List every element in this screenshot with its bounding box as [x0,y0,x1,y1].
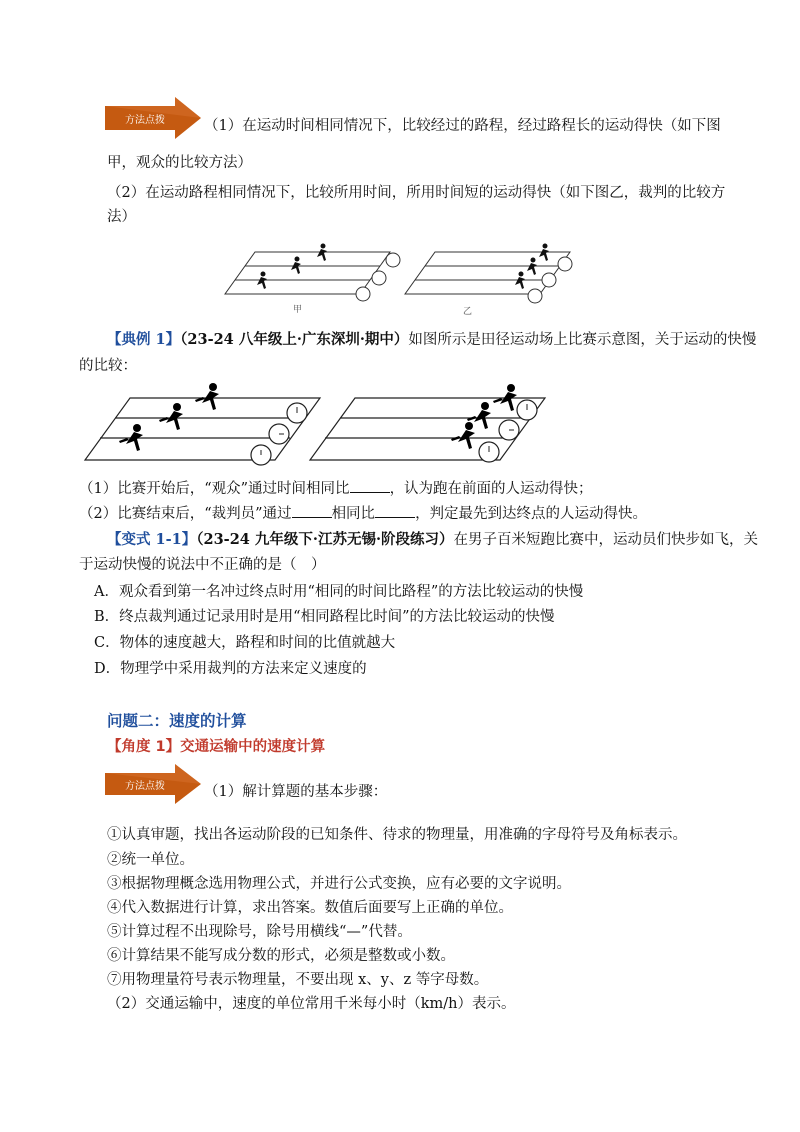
example1-tag: 【典例 1】 [107,331,181,348]
step-item: （2）交通运输中，速度的单位常用千米每小时（km/h）表示。 [107,996,516,1012]
example1-question2: （2）比赛结束后，“裁判员”通过 相同比 ，判定最先到达终点的人运动得快。 [79,503,647,524]
variant1-text2: 于运动快慢的说法中不正确的是（ ） [79,557,326,573]
step-item: ①认真审题，找出各运动阶段的已知条件、待求的物理量，用准确的字母符号及角标表示。 [107,827,687,843]
example1-text2: 的比较： [79,358,137,374]
example1-question1: （1）比赛开始后，“观众”通过时间相同比 ，认为跑在前面的人运动得快； [79,478,593,499]
variant1-source: （23-24 九年级下·江苏无锡·阶段练习） [196,531,454,548]
tips-line-1: （1）在运动时间相同情况下，比较经过的路程，经过路程长的运动得快（如下图 [204,118,721,134]
runner-icon [195,383,219,410]
variant1-text1: 在男子百米短跑比赛中，运动员们快步如飞，关 [453,532,759,548]
stopwatch-icon [386,253,400,267]
answer-blank[interactable] [375,503,415,518]
option-b[interactable]: B．终点裁判通过记录用时是用“相同路程比时间”的方法比较运动的快慢 [94,609,555,625]
tips-para2-line1: （2）在运动路程相同情况下，比较所用时间，所用时间短的运动得快（如下图乙，裁判的比较方 [107,185,726,201]
step-item: ②统一单位。 [107,852,194,868]
track-figure-large [75,380,555,472]
example1-text1: 如图所示是田径运动场上比赛示意图，关于运动的快慢 [408,332,757,348]
stopwatch-icon [528,289,542,303]
figure-label-left: 甲 [293,305,303,315]
example1-source: （23-24 八年级上·广东深圳·期中） [180,331,409,348]
section2-subheading: 【角度 1】交通运输中的速度计算 [107,739,326,755]
option-c[interactable]: C．物体的速度越大，路程和时间的比值就越大 [94,635,396,651]
step-item: ④代入数据进行计算，求出答案。数值后面要写上正确的单位。 [107,900,513,916]
option-a[interactable]: A．观众看到第一名冲过终点时用“相同的时间比路程”的方法比较运动的快慢 [94,584,584,600]
option-d[interactable]: D．物理学中采用裁判的方法来定义速度的 [94,661,367,677]
runner-icon [291,257,301,275]
runner-icon [451,422,475,449]
method-tips-label: 方法点拨 [125,114,165,126]
answer-blank[interactable] [350,478,390,493]
step-item: ③根据物理概念选用物理公式，并进行公式变换，应有必要的文字说明。 [107,876,571,892]
tips-para2-line2: 法） [107,209,136,225]
section2-tips-line: （1）解计算题的基本步骤： [204,784,388,800]
method-tips-arrow [105,764,201,804]
stopwatch-icon [356,287,370,301]
runner-icon [159,403,183,430]
variant1-tag: 【变式 1-1】 [107,531,197,548]
track-figure-small [215,238,585,320]
stopwatch-icon [558,257,572,271]
step-item: ⑤计算过程不出现除号，除号用横线“—”代替。 [107,924,412,940]
figure-label-right: 乙 [463,307,473,317]
stopwatch-icon [542,273,556,287]
stopwatch-icon [372,271,386,285]
tips-line-2: 甲，观众的比较方法） [107,155,252,171]
step-item: ⑥计算结果不能写成分数的形式，必须是整数或小数。 [107,948,455,964]
variant1-line1 [107,530,758,550]
method-tips-label: 方法点拨 [125,780,165,792]
section2-heading: 问题二：速度的计算 [107,712,247,730]
method-tips-arrow [105,97,201,139]
answer-blank[interactable] [292,503,332,518]
example1-line1 [107,330,756,350]
step-item: ⑦用物理量符号表示物理量，不要出现 x、y、z 等字母数。 [107,972,489,988]
